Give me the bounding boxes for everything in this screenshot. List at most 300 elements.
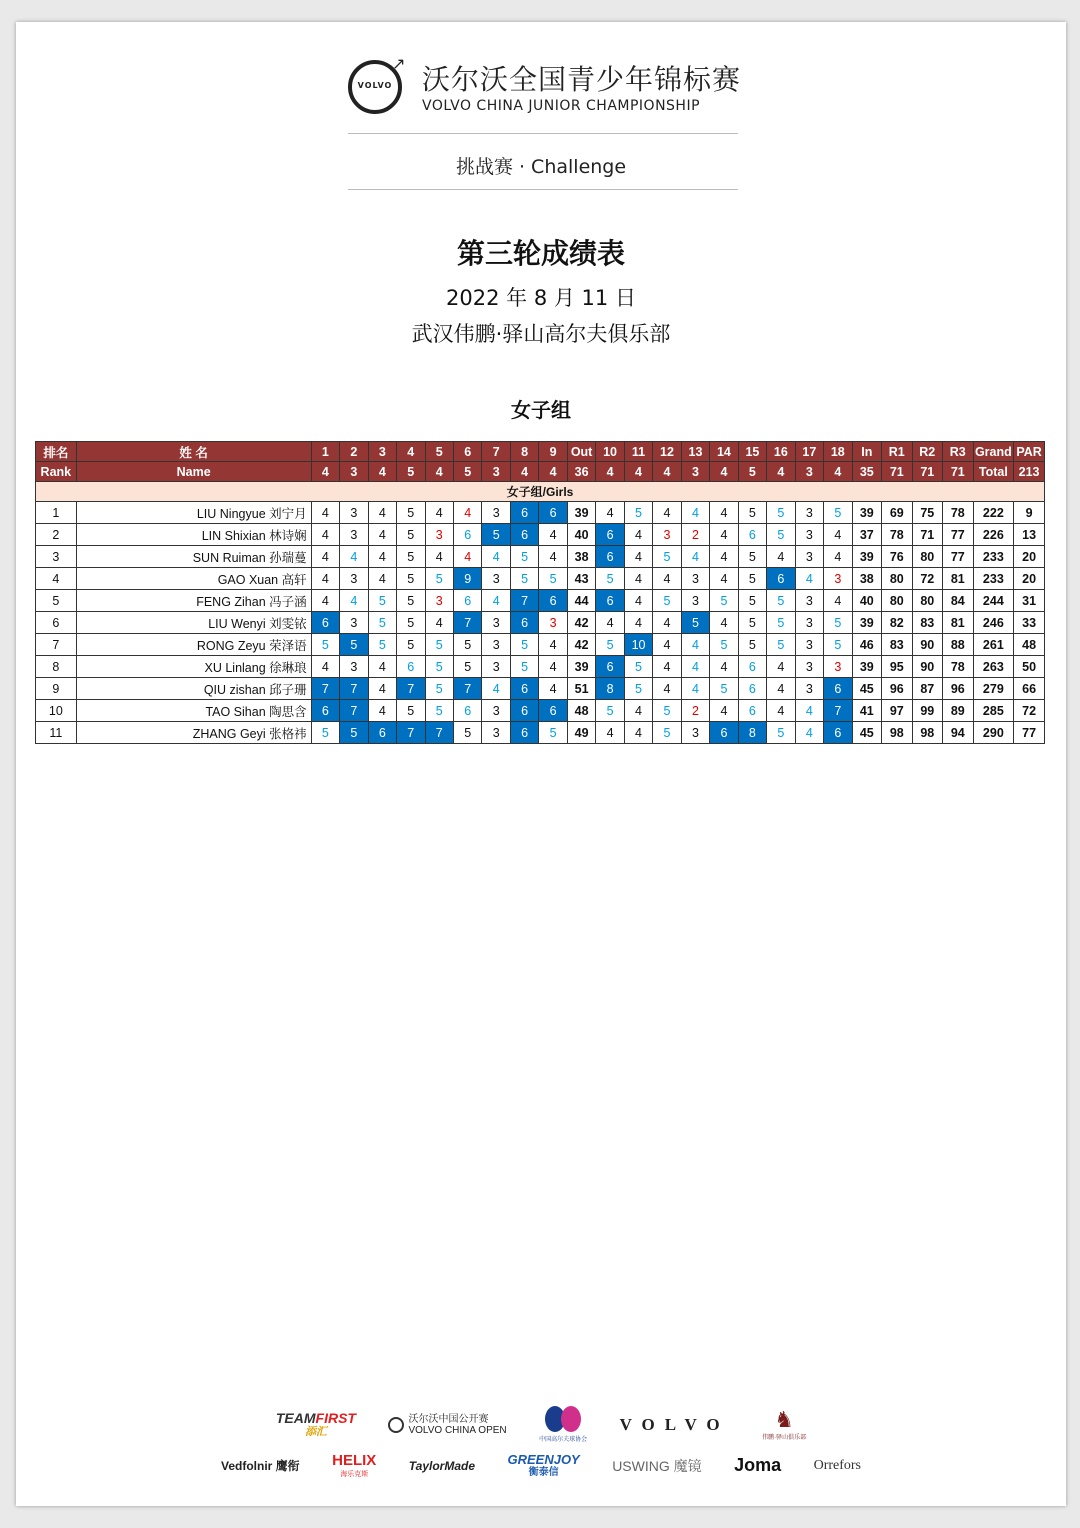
volvo-china-open-logo: 沃尔沃中国公开赛 VOLVO CHINA OPEN xyxy=(388,1414,506,1436)
hole-score-cell: 5 xyxy=(653,590,681,612)
in-total-cell: 38 xyxy=(852,568,881,590)
hole-score-cell: 4 xyxy=(767,700,795,722)
player-name-cell: FENG Zihan 冯子涵 xyxy=(76,590,311,612)
hole-score-cell: 6 xyxy=(510,700,538,722)
hole-score-cell: 3 xyxy=(482,722,510,744)
header-cell: 12 xyxy=(653,442,681,462)
header-cell: 1 xyxy=(311,442,339,462)
hole-score-cell: 3 xyxy=(482,568,510,590)
championship-logo xyxy=(346,56,746,126)
in-total-cell: 45 xyxy=(852,678,881,700)
out-total-cell: 49 xyxy=(567,722,595,744)
header-cell: Out xyxy=(567,442,595,462)
hole-score-cell: 4 xyxy=(653,634,681,656)
round1-cell: 80 xyxy=(882,590,913,612)
hole-score-cell: 5 xyxy=(738,502,766,524)
hole-score-cell: 4 xyxy=(368,678,396,700)
player-name-cell: QIU zishan 邱子珊 xyxy=(76,678,311,700)
hole-score-cell: 7 xyxy=(510,590,538,612)
hole-score-cell: 5 xyxy=(368,634,396,656)
header-cell: 35 xyxy=(852,462,881,482)
scorecard-table xyxy=(35,441,1045,744)
hole-score-cell: 4 xyxy=(624,700,652,722)
header-cell: 姓 名 xyxy=(76,442,311,462)
hole-score-cell: 4 xyxy=(767,546,795,568)
out-total-cell: 44 xyxy=(567,590,595,612)
player-name-cell: GAO Xuan 高轩 xyxy=(76,568,311,590)
to-par-cell: 66 xyxy=(1014,678,1045,700)
joma-logo: Joma xyxy=(734,1455,782,1475)
divider-bottom xyxy=(348,189,738,190)
table-row xyxy=(36,678,1045,700)
hole-score-cell: 6 xyxy=(397,656,425,678)
hole-score-cell: 3 xyxy=(653,524,681,546)
hole-score-cell: 4 xyxy=(425,612,453,634)
round2-cell: 83 xyxy=(912,612,943,634)
hole-score-cell: 6 xyxy=(738,700,766,722)
hole-score-cell: 5 xyxy=(510,568,538,590)
hole-score-cell: 5 xyxy=(425,656,453,678)
hole-score-cell: 4 xyxy=(824,546,852,568)
hole-score-cell: 3 xyxy=(795,634,823,656)
volvo-iron-mark-icon: VOLVO xyxy=(348,60,402,114)
hole-score-cell: 3 xyxy=(340,502,368,524)
header-cell: 71 xyxy=(943,462,974,482)
grand-total-cell: 263 xyxy=(973,656,1014,678)
header-cell: 18 xyxy=(824,442,852,462)
player-name-cell: RONG Zeyu 荣泽语 xyxy=(76,634,311,656)
header-cell: 4 xyxy=(425,462,453,482)
round1-cell: 76 xyxy=(882,546,913,568)
hole-score-cell: 5 xyxy=(311,722,339,744)
round2-cell: 98 xyxy=(912,722,943,744)
table-row xyxy=(36,546,1045,568)
hole-score-cell: 3 xyxy=(482,634,510,656)
to-par-cell: 20 xyxy=(1014,568,1045,590)
orrefors-logo: Orrefors xyxy=(813,1457,861,1473)
round3-cell: 89 xyxy=(943,700,974,722)
hole-score-cell: 7 xyxy=(311,678,339,700)
in-total-cell: 45 xyxy=(852,722,881,744)
grand-total-cell: 285 xyxy=(973,700,1014,722)
hole-score-cell: 3 xyxy=(824,568,852,590)
hole-score-cell: 4 xyxy=(425,502,453,524)
header-cell: 5 xyxy=(425,442,453,462)
in-total-cell: 46 xyxy=(852,634,881,656)
header-cell: 9 xyxy=(539,442,567,462)
hole-score-cell: 6 xyxy=(596,656,624,678)
hole-score-cell: 5 xyxy=(824,634,852,656)
header-cell: 3 xyxy=(681,462,709,482)
header-cell: 15 xyxy=(738,442,766,462)
grand-total-cell: 261 xyxy=(973,634,1014,656)
hole-score-cell: 4 xyxy=(681,634,709,656)
in-total-cell: 39 xyxy=(852,502,881,524)
hole-score-cell: 6 xyxy=(738,678,766,700)
to-par-cell: 13 xyxy=(1014,524,1045,546)
hole-score-cell: 4 xyxy=(311,524,339,546)
header-cell: 5 xyxy=(738,462,766,482)
rank-cell: 5 xyxy=(36,590,77,612)
table-row xyxy=(36,634,1045,656)
hole-score-cell: 5 xyxy=(397,590,425,612)
hole-score-cell: 4 xyxy=(596,502,624,524)
player-name-cell: TAO Sihan 陶思含 xyxy=(76,700,311,722)
header-cell: 10 xyxy=(596,442,624,462)
event-venue: 武汉伟鹏·驿山高尔夫俱乐部 xyxy=(411,322,671,346)
section-label: 女子组/Girls xyxy=(36,482,1045,502)
hole-score-cell: 4 xyxy=(311,656,339,678)
hole-score-cell: 5 xyxy=(397,502,425,524)
hole-score-cell: 6 xyxy=(311,612,339,634)
hole-score-cell: 5 xyxy=(453,656,481,678)
hole-score-cell: 4 xyxy=(710,656,738,678)
round3-cell: 81 xyxy=(943,568,974,590)
sponsor-row-1 xyxy=(16,1406,1066,1443)
hole-score-cell: 5 xyxy=(624,656,652,678)
hole-score-cell: 3 xyxy=(795,524,823,546)
rank-cell: 2 xyxy=(36,524,77,546)
header-cell: 36 xyxy=(567,462,595,482)
hole-score-cell: 5 xyxy=(596,568,624,590)
hole-score-cell: 7 xyxy=(453,612,481,634)
hole-score-cell: 3 xyxy=(482,700,510,722)
hole-score-cell: 3 xyxy=(681,722,709,744)
to-par-cell: 20 xyxy=(1014,546,1045,568)
table-row xyxy=(36,524,1045,546)
hole-score-cell: 4 xyxy=(681,546,709,568)
player-name-cell: SUN Ruiman 孙瑞蔓 xyxy=(76,546,311,568)
header-cell: Rank xyxy=(36,462,77,482)
volvo-ring-icon xyxy=(388,1417,404,1433)
hole-score-cell: 5 xyxy=(453,722,481,744)
results-page xyxy=(16,22,1066,1506)
hole-score-cell: 6 xyxy=(510,612,538,634)
hole-score-cell: 4 xyxy=(767,656,795,678)
hole-score-cell: 6 xyxy=(710,722,738,744)
hole-score-cell: 4 xyxy=(653,568,681,590)
hole-score-cell: 3 xyxy=(340,524,368,546)
hole-score-cell: 4 xyxy=(710,524,738,546)
hole-score-cell: 5 xyxy=(624,678,652,700)
hole-score-cell: 5 xyxy=(624,502,652,524)
hole-score-cell: 4 xyxy=(624,524,652,546)
hole-score-cell: 4 xyxy=(368,502,396,524)
hole-score-cell: 5 xyxy=(510,656,538,678)
header-cell: 11 xyxy=(624,442,652,462)
hole-score-cell: 4 xyxy=(624,722,652,744)
hole-score-cell: 7 xyxy=(340,700,368,722)
group-title: 女子组 xyxy=(511,398,571,422)
hole-score-cell: 5 xyxy=(653,722,681,744)
grand-total-cell: 290 xyxy=(973,722,1014,744)
hole-score-cell: 8 xyxy=(738,722,766,744)
hole-score-cell: 3 xyxy=(482,612,510,634)
hole-score-cell: 6 xyxy=(539,590,567,612)
round3-cell: 77 xyxy=(943,524,974,546)
header-cell: 4 xyxy=(397,442,425,462)
header-cell: 16 xyxy=(767,442,795,462)
header-cell: 8 xyxy=(510,442,538,462)
hole-score-cell: 4 xyxy=(539,524,567,546)
hole-score-cell: 5 xyxy=(653,700,681,722)
hole-score-cell: 5 xyxy=(824,502,852,524)
header-cell: 71 xyxy=(912,462,943,482)
hole-score-cell: 5 xyxy=(539,568,567,590)
hole-score-cell: 4 xyxy=(710,612,738,634)
round2-cell: 80 xyxy=(912,546,943,568)
round1-cell: 95 xyxy=(882,656,913,678)
hole-score-cell: 4 xyxy=(710,568,738,590)
sponsor-row-2 xyxy=(16,1452,1066,1479)
rank-cell: 6 xyxy=(36,612,77,634)
header-cell: 4 xyxy=(510,462,538,482)
header-cell: 71 xyxy=(882,462,913,482)
divider-top xyxy=(348,133,738,134)
hole-score-cell: 5 xyxy=(596,700,624,722)
header-cell: R2 xyxy=(912,442,943,462)
header-cell: 13 xyxy=(681,442,709,462)
volvo-wordmark: VOLVO xyxy=(619,1414,730,1434)
round3-cell: 78 xyxy=(943,502,974,524)
hole-score-cell: 9 xyxy=(453,568,481,590)
hole-score-cell: 4 xyxy=(596,722,624,744)
hole-score-cell: 5 xyxy=(425,700,453,722)
header-cell: 213 xyxy=(1014,462,1045,482)
round3-cell: 77 xyxy=(943,546,974,568)
hole-score-cell: 6 xyxy=(539,700,567,722)
out-total-cell: 39 xyxy=(567,656,595,678)
out-total-cell: 40 xyxy=(567,524,595,546)
round2-cell: 72 xyxy=(912,568,943,590)
out-total-cell: 38 xyxy=(567,546,595,568)
hole-score-cell: 5 xyxy=(368,590,396,612)
round3-cell: 84 xyxy=(943,590,974,612)
rank-cell: 1 xyxy=(36,502,77,524)
hole-score-cell: 4 xyxy=(539,546,567,568)
event-date: 2022 年 8 月 11 日 xyxy=(446,286,636,310)
hole-score-cell: 5 xyxy=(738,590,766,612)
header-cell: R1 xyxy=(882,442,913,462)
round1-cell: 97 xyxy=(882,700,913,722)
hole-score-cell: 2 xyxy=(681,700,709,722)
in-total-cell: 37 xyxy=(852,524,881,546)
hole-score-cell: 7 xyxy=(824,700,852,722)
hole-score-cell: 3 xyxy=(795,590,823,612)
hole-score-cell: 5 xyxy=(596,634,624,656)
round1-cell: 69 xyxy=(882,502,913,524)
hole-score-cell: 5 xyxy=(397,524,425,546)
hole-score-cell: 6 xyxy=(596,590,624,612)
in-total-cell: 39 xyxy=(852,612,881,634)
hole-score-cell: 5 xyxy=(738,612,766,634)
hole-score-cell: 6 xyxy=(539,502,567,524)
grand-total-cell: 222 xyxy=(973,502,1014,524)
hole-score-cell: 4 xyxy=(824,524,852,546)
greenjoy-logo: GREENJOY 衡泰信 xyxy=(507,1451,580,1478)
table-row xyxy=(36,612,1045,634)
hole-score-cell: 4 xyxy=(539,656,567,678)
hole-score-cell: 5 xyxy=(710,590,738,612)
table-row xyxy=(36,656,1045,678)
out-total-cell: 43 xyxy=(567,568,595,590)
header-cell: 5 xyxy=(453,462,481,482)
hole-score-cell: 6 xyxy=(311,700,339,722)
out-total-cell: 48 xyxy=(567,700,595,722)
in-total-cell: 39 xyxy=(852,546,881,568)
round2-cell: 99 xyxy=(912,700,943,722)
hole-score-cell: 3 xyxy=(795,546,823,568)
round1-cell: 98 xyxy=(882,722,913,744)
round2-cell: 87 xyxy=(912,678,943,700)
header-cell: Total xyxy=(973,462,1014,482)
hole-score-cell: 5 xyxy=(767,612,795,634)
player-name-cell: XU Linlang 徐琳琅 xyxy=(76,656,311,678)
hole-score-cell: 3 xyxy=(340,656,368,678)
rank-cell: 8 xyxy=(36,656,77,678)
header-cell: 4 xyxy=(653,462,681,482)
hole-score-cell: 4 xyxy=(596,612,624,634)
hole-score-cell: 5 xyxy=(653,546,681,568)
hole-score-cell: 4 xyxy=(653,678,681,700)
header-cell: 17 xyxy=(795,442,823,462)
out-total-cell: 42 xyxy=(567,612,595,634)
hole-score-cell: 7 xyxy=(397,678,425,700)
hole-score-cell: 5 xyxy=(738,634,766,656)
header-cell: 4 xyxy=(824,462,852,482)
header-cell: PAR xyxy=(1014,442,1045,462)
hole-score-cell: 5 xyxy=(340,722,368,744)
rank-cell: 10 xyxy=(36,700,77,722)
hole-score-cell: 3 xyxy=(340,612,368,634)
hole-score-cell: 5 xyxy=(539,722,567,744)
hole-score-cell: 4 xyxy=(482,590,510,612)
hole-score-cell: 4 xyxy=(340,546,368,568)
hole-score-cell: 5 xyxy=(397,634,425,656)
header-cell: 4 xyxy=(368,462,396,482)
hole-score-cell: 4 xyxy=(681,502,709,524)
header-cell: 2 xyxy=(340,442,368,462)
hole-score-cell: 6 xyxy=(767,568,795,590)
hole-score-cell: 4 xyxy=(453,546,481,568)
to-par-cell: 77 xyxy=(1014,722,1045,744)
header-cell: 4 xyxy=(767,462,795,482)
round1-cell: 80 xyxy=(882,568,913,590)
rank-cell: 11 xyxy=(36,722,77,744)
hole-score-cell: 4 xyxy=(368,524,396,546)
header-row xyxy=(36,442,1045,462)
hole-score-cell: 4 xyxy=(368,700,396,722)
hole-score-cell: 4 xyxy=(681,678,709,700)
page-title: 第三轮成绩表 xyxy=(456,237,625,270)
hole-score-cell: 3 xyxy=(824,656,852,678)
player-name-cell: LIN Shixian 林诗娴 xyxy=(76,524,311,546)
out-total-cell: 51 xyxy=(567,678,595,700)
hole-score-cell: 4 xyxy=(824,590,852,612)
header-cell: Name xyxy=(76,462,311,482)
hole-score-cell: 6 xyxy=(453,524,481,546)
hole-score-cell: 4 xyxy=(795,722,823,744)
hole-score-cell: 5 xyxy=(738,546,766,568)
hole-score-cell: 5 xyxy=(425,568,453,590)
hole-score-cell: 3 xyxy=(425,590,453,612)
hole-score-cell: 5 xyxy=(767,722,795,744)
taylormade-logo: TaylorMade xyxy=(408,1458,476,1473)
grand-total-cell: 233 xyxy=(973,546,1014,568)
hole-score-cell: 4 xyxy=(624,612,652,634)
header-row xyxy=(36,462,1045,482)
header-cell: 6 xyxy=(453,442,481,462)
hole-score-cell: 5 xyxy=(767,524,795,546)
hole-score-cell: 6 xyxy=(738,524,766,546)
logo-title-cn: 沃尔沃全国青少年锦标赛 xyxy=(422,63,742,96)
hole-score-cell: 5 xyxy=(368,612,396,634)
hole-score-cell: 4 xyxy=(311,502,339,524)
grand-total-cell: 246 xyxy=(973,612,1014,634)
table-row xyxy=(36,502,1045,524)
hole-score-cell: 7 xyxy=(397,722,425,744)
hole-score-cell: 4 xyxy=(340,590,368,612)
hole-score-cell: 4 xyxy=(710,502,738,524)
round2-cell: 71 xyxy=(912,524,943,546)
hole-score-cell: 5 xyxy=(710,678,738,700)
hole-score-cell: 5 xyxy=(397,700,425,722)
round2-cell: 75 xyxy=(912,502,943,524)
hole-score-cell: 4 xyxy=(368,546,396,568)
hole-score-cell: 6 xyxy=(596,524,624,546)
hole-score-cell: 5 xyxy=(453,634,481,656)
hole-score-cell: 5 xyxy=(510,546,538,568)
hole-score-cell: 3 xyxy=(681,590,709,612)
division-label: 挑战赛 · Challenge xyxy=(455,156,627,178)
hole-score-cell: 5 xyxy=(681,612,709,634)
hole-score-cell: 5 xyxy=(340,634,368,656)
hole-score-cell: 5 xyxy=(510,634,538,656)
hole-score-cell: 6 xyxy=(453,700,481,722)
header-cell: 3 xyxy=(482,462,510,482)
vedfolnir-logo: Vedfolnir 鹰衔 xyxy=(221,1459,300,1473)
hole-score-cell: 4 xyxy=(624,568,652,590)
hole-score-cell: 7 xyxy=(340,678,368,700)
hole-score-cell: 6 xyxy=(596,546,624,568)
header-cell: In xyxy=(852,442,881,462)
china-golf-association-logo: 中国高尔夫球协会 xyxy=(539,1406,587,1443)
to-par-cell: 31 xyxy=(1014,590,1045,612)
hole-score-cell: 3 xyxy=(681,568,709,590)
hole-score-cell: 6 xyxy=(510,722,538,744)
player-name-cell: LIU Ningyue 刘宁月 xyxy=(76,502,311,524)
table-row xyxy=(36,722,1045,744)
hole-score-cell: 6 xyxy=(738,656,766,678)
hole-score-cell: 5 xyxy=(397,612,425,634)
header-cell: 14 xyxy=(710,442,738,462)
hole-score-cell: 4 xyxy=(710,700,738,722)
header-cell: 7 xyxy=(482,442,510,462)
hole-score-cell: 3 xyxy=(482,656,510,678)
section-row xyxy=(36,482,1045,502)
hole-score-cell: 3 xyxy=(482,502,510,524)
hole-score-cell: 4 xyxy=(311,568,339,590)
hole-score-cell: 4 xyxy=(624,590,652,612)
header-cell: 5 xyxy=(397,462,425,482)
hole-score-cell: 5 xyxy=(397,568,425,590)
to-par-cell: 9 xyxy=(1014,502,1045,524)
round3-cell: 81 xyxy=(943,612,974,634)
hole-score-cell: 4 xyxy=(795,568,823,590)
player-name-cell: LIU Wenyi 刘雯铱 xyxy=(76,612,311,634)
table-row xyxy=(36,568,1045,590)
hole-score-cell: 5 xyxy=(425,634,453,656)
